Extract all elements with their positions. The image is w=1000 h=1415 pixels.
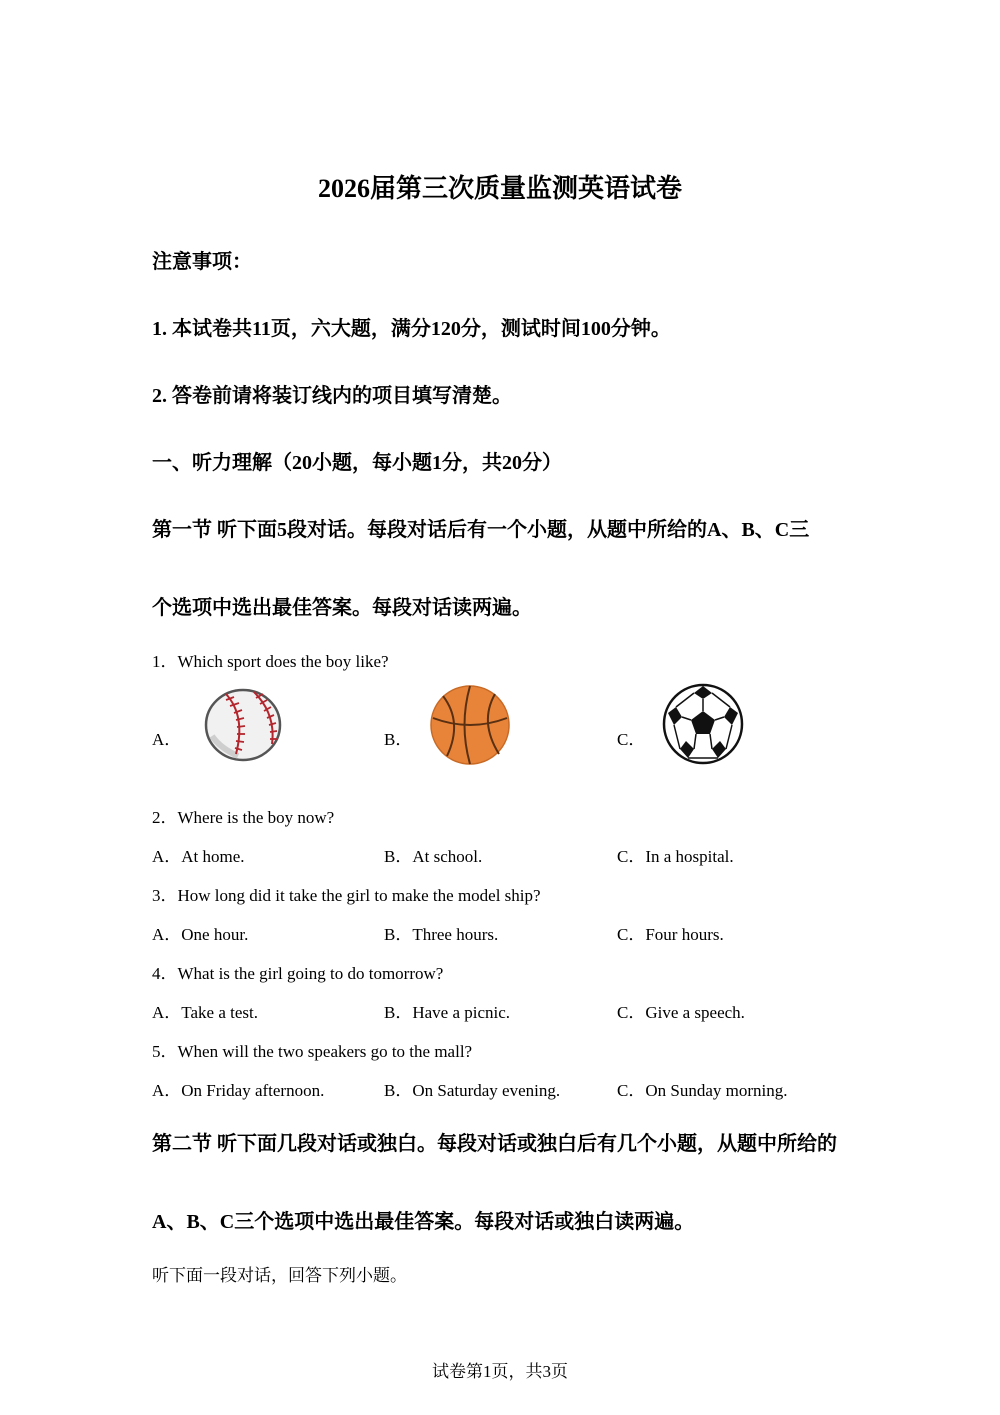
question-3-option-a: A．One hour. — [152, 925, 249, 944]
page-title: 2026届第三次质量监测英语试卷 — [317, 174, 682, 203]
question-1-stem: 1．Which sport does the boy like? — [152, 652, 389, 671]
part1-instruction-line1: 第一节 听下面5段对话。每段对话后有一个小题，从题中所给的A、B、C三 — [152, 519, 810, 541]
question-2-option-b: B．At school. — [384, 847, 483, 866]
question-3-option-b: B．Three hours. — [384, 925, 499, 944]
question-3-option-c: C．Four hours. — [617, 925, 724, 944]
page-footer: 试卷第1页，共3页 — [432, 1362, 568, 1381]
question-4-stem: 4．What is the girl going to do tomorrow? — [152, 964, 444, 983]
part2-instruction-line2: A、B、C三个选项中选出最佳答案。每段对话或独白读两遍。 — [152, 1211, 695, 1233]
question-4-option-b: B．Have a picnic. — [384, 1003, 511, 1022]
notice-item-1: 1. 本试卷共11页，六大题，满分120分，测试时间100分钟。 — [152, 318, 671, 340]
section-heading: 一、听力理解（20小题，每小题1分，共20分） — [152, 452, 562, 474]
basketball-icon — [429, 684, 511, 766]
notice-item-2: 2. 答卷前请将装订线内的项目填写清楚。 — [152, 385, 512, 407]
part2-instruction-line1: 第二节 听下面几段对话或独白。每段对话或独白后有几个小题，从题中所给的 — [152, 1133, 837, 1155]
question-5-option-a: A．On Friday afternoon. — [152, 1081, 325, 1100]
notice-heading: 注意事项： — [152, 251, 252, 273]
question-2-option-a: A．At home. — [152, 847, 245, 866]
question-1-option-a: A． — [152, 730, 182, 749]
question-4-option-c: C．Give a speech. — [617, 1003, 745, 1022]
question-2-stem: 2．Where is the boy now? — [152, 808, 335, 827]
question-5-option-b: B．On Saturday evening. — [384, 1081, 561, 1100]
part2-prompt: 听下面一段对话，回答下列小题。 — [152, 1266, 407, 1285]
question-1-option-c: C． — [617, 730, 646, 749]
baseball-icon — [202, 686, 284, 764]
question-5-stem: 5．When will the two speakers go to the mall? — [152, 1042, 473, 1061]
question-4-option-a: A．Take a test. — [152, 1003, 258, 1022]
question-5-option-c: C．On Sunday morning. — [617, 1081, 788, 1100]
question-1-option-b: B． — [384, 730, 413, 749]
question-3-stem: 3．How long did it take the girl to make the model ship? — [152, 886, 541, 905]
soccer-ball-icon — [662, 683, 744, 765]
part1-instruction-line2: 个选项中选出最佳答案。每段对话读两遍。 — [152, 597, 532, 619]
question-2-option-c: C．In a hospital. — [617, 847, 734, 866]
